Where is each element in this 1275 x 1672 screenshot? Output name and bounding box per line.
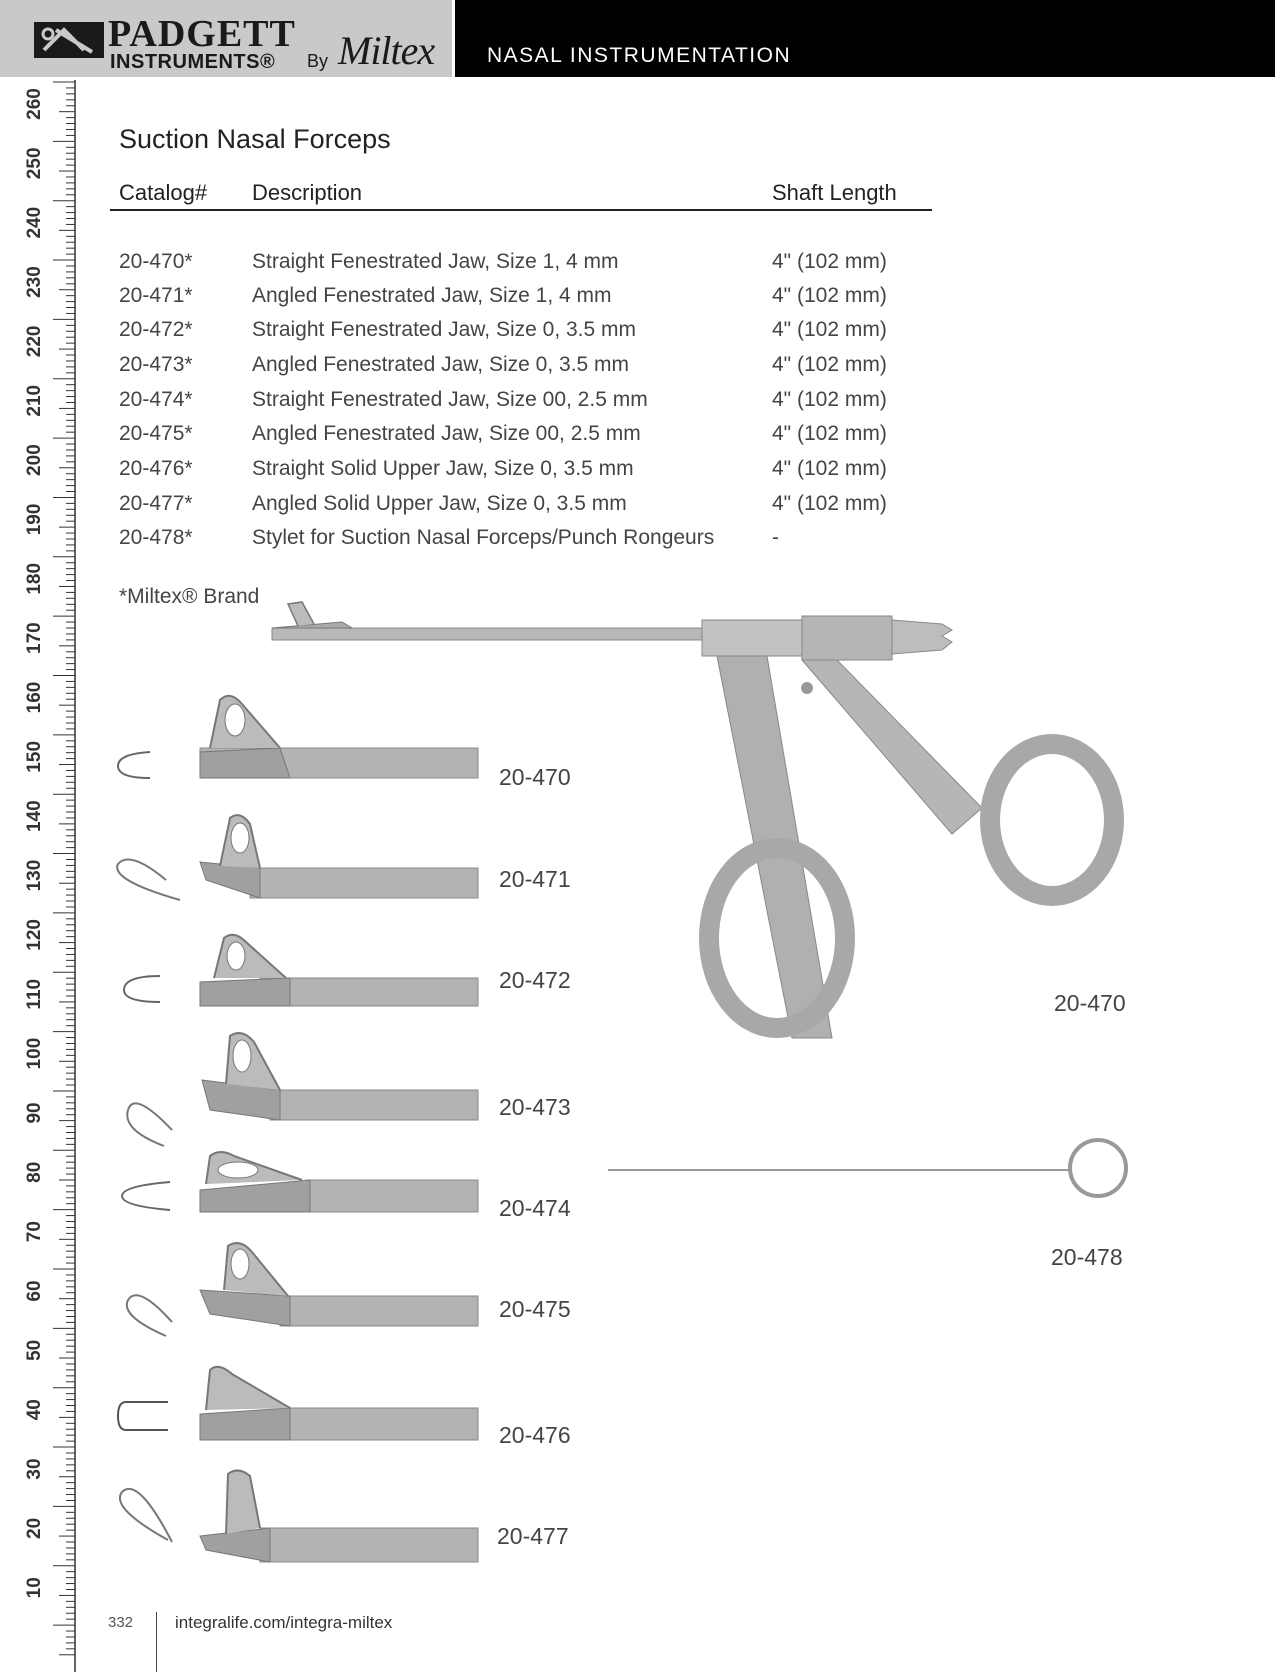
description: Straight Fenestrated Jaw, Size 00, 2.5 mm bbox=[252, 388, 648, 411]
label-full-20-470: 20-470 bbox=[1054, 990, 1126, 1016]
instrument-photo-20-470 bbox=[262, 598, 1142, 1048]
catalog-number: 20-471* bbox=[119, 284, 193, 307]
ruler-label: 140 bbox=[24, 800, 45, 833]
ruler-label: 200 bbox=[24, 444, 45, 476]
label-20-478: 20-478 bbox=[1051, 1244, 1123, 1270]
label-20-471: 20-471 bbox=[499, 866, 571, 892]
shaft-length: 4" (102 mm) bbox=[772, 388, 887, 411]
brand-logo bbox=[0, 0, 452, 77]
ruler-label: 80 bbox=[24, 1161, 45, 1183]
description: Angled Fenestrated Jaw, Size 0, 3.5 mm bbox=[252, 353, 630, 376]
shaft-length: 4" (102 mm) bbox=[772, 422, 887, 445]
ruler-label: 40 bbox=[24, 1399, 45, 1421]
ruler-label: 170 bbox=[24, 622, 45, 655]
ruler-label: 190 bbox=[24, 503, 45, 536]
ruler-label: 210 bbox=[24, 384, 45, 417]
ruler-label: 100 bbox=[24, 1037, 45, 1070]
label-20-474: 20-474 bbox=[499, 1195, 571, 1221]
catalog-number: 20-474* bbox=[119, 388, 193, 411]
tip-photo-20-474 bbox=[110, 1148, 490, 1248]
ruler-label: 20 bbox=[24, 1517, 45, 1539]
label-20-476: 20-476 bbox=[499, 1422, 571, 1448]
ruler-label: 150 bbox=[24, 740, 45, 773]
description: Straight Fenestrated Jaw, Size 0, 3.5 mm bbox=[252, 318, 637, 341]
section-title: NASAL INSTRUMENTATION bbox=[487, 44, 792, 67]
catalog-number: 20-477* bbox=[119, 492, 193, 515]
description: Straight Fenestrated Jaw, Size 1, 4 mm bbox=[252, 250, 619, 273]
ruler-label: 120 bbox=[24, 919, 45, 951]
ruler-label: 30 bbox=[24, 1458, 45, 1480]
ruler-label: 130 bbox=[24, 859, 45, 892]
ruler-label: 110 bbox=[24, 978, 45, 1010]
ruler-label: 90 bbox=[24, 1102, 45, 1124]
catalog-number: 20-472* bbox=[119, 318, 193, 341]
footer-url: integralife.com/integra-miltex bbox=[175, 1613, 393, 1632]
description: Angled Solid Upper Jaw, Size 0, 3.5 mm bbox=[252, 492, 627, 515]
shaft-length: - bbox=[772, 526, 779, 549]
tip-photo-20-473 bbox=[110, 1030, 490, 1160]
shaft-length: 4" (102 mm) bbox=[772, 353, 887, 376]
tip-photo-20-475 bbox=[110, 1240, 490, 1350]
label-20-472: 20-472 bbox=[499, 967, 571, 993]
shaft-length: 4" (102 mm) bbox=[772, 318, 887, 341]
ruler-label: 50 bbox=[24, 1339, 45, 1361]
page-title: Suction Nasal Forceps bbox=[119, 124, 391, 154]
mm-ruler bbox=[0, 80, 80, 1672]
brand-name: PADGETT bbox=[108, 13, 296, 55]
catalog-number: 20-476* bbox=[119, 457, 193, 480]
ruler-label: 240 bbox=[24, 206, 45, 239]
brand-footnote: *Miltex® Brand bbox=[119, 585, 260, 608]
label-20-473: 20-473 bbox=[499, 1094, 571, 1120]
ruler-label: 180 bbox=[24, 562, 45, 595]
catalog-number: 20-478* bbox=[119, 526, 193, 549]
footer-divider bbox=[156, 1612, 157, 1672]
description: Angled Fenestrated Jaw, Size 00, 2.5 mm bbox=[252, 422, 641, 445]
ruler-label: 70 bbox=[24, 1221, 45, 1243]
header-shaft-length: Shaft Length bbox=[772, 180, 897, 205]
tip-photo-20-476 bbox=[110, 1364, 490, 1464]
label-20-477: 20-477 bbox=[497, 1523, 569, 1549]
page-number: 332 bbox=[108, 1614, 134, 1631]
catalog-number: 20-473* bbox=[119, 353, 193, 376]
catalog-number: 20-475* bbox=[119, 422, 193, 445]
tip-photo-20-477 bbox=[110, 1466, 490, 1576]
description: Stylet for Suction Nasal Forceps/Punch Rongeurs bbox=[252, 526, 715, 549]
miltex-logo: Miltex bbox=[338, 28, 435, 73]
label-20-470: 20-470 bbox=[499, 764, 571, 790]
ruler-label: 260 bbox=[24, 88, 45, 120]
padgett-logo-icon bbox=[34, 22, 104, 58]
section-header bbox=[455, 0, 1275, 77]
shaft-length: 4" (102 mm) bbox=[772, 250, 887, 273]
shaft-length: 4" (102 mm) bbox=[772, 284, 887, 307]
description: Straight Solid Upper Jaw, Size 0, 3.5 mm bbox=[252, 457, 634, 480]
label-20-475: 20-475 bbox=[499, 1296, 571, 1322]
shaft-length: 4" (102 mm) bbox=[772, 492, 887, 515]
ruler-label: 230 bbox=[24, 266, 45, 298]
ruler-label: 220 bbox=[24, 325, 45, 358]
shaft-length: 4" (102 mm) bbox=[772, 457, 887, 480]
header-divider bbox=[110, 209, 932, 211]
ruler-ticks bbox=[53, 82, 75, 1655]
stylet-photo-20-478 bbox=[600, 1136, 1140, 1216]
brand-subname: INSTRUMENTS® bbox=[110, 51, 276, 73]
brand-by: By bbox=[307, 51, 329, 71]
description: Angled Fenestrated Jaw, Size 1, 4 mm bbox=[252, 284, 612, 307]
ruler-label: 60 bbox=[24, 1280, 45, 1302]
ruler-label: 10 bbox=[24, 1577, 45, 1599]
ruler-label: 250 bbox=[24, 147, 45, 180]
catalog-number: 20-470* bbox=[119, 250, 193, 273]
ruler-label: 160 bbox=[24, 681, 45, 714]
header-catalog: Catalog# bbox=[119, 180, 208, 205]
header-description: Description bbox=[252, 180, 363, 205]
